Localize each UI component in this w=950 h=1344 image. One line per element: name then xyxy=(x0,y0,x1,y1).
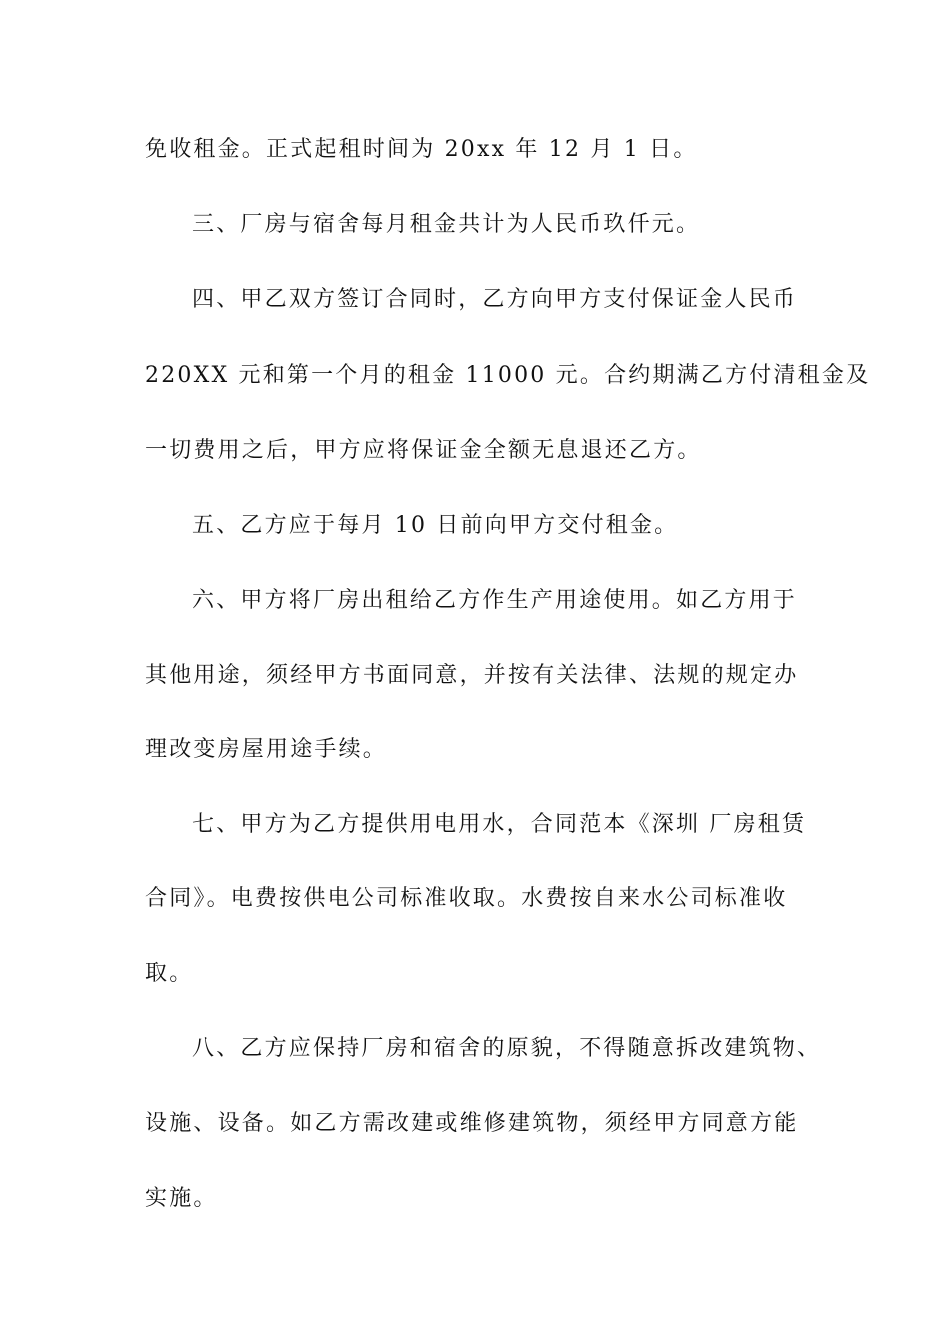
text-line: 实施。 xyxy=(145,1186,218,1211)
text-line: 合同》。电费按供电公司标准收取。水费按自来水公司标准收 xyxy=(145,886,788,911)
clause-5: 五、乙方应于每月 10 日前向甲方交付租金。 xyxy=(192,513,679,538)
text-line: 取。 xyxy=(145,961,194,986)
text-line: 免收租金。正式起租时间为 20xx 年 12 月 1 日。 xyxy=(145,137,698,162)
clause-3: 三、厂房与宿舍每月租金共计为人民币玖仟元。 xyxy=(192,212,701,237)
clause-7: 七、甲方为乙方提供用电用水，合同范本《深圳 厂房租赁 xyxy=(192,812,807,837)
text-line: 其他用途，须经甲方书面同意，并按有关法律、法规的规定办 xyxy=(145,663,799,688)
clause-6: 六、甲方将厂房出租给乙方作生产用途使用。如乙方用于 xyxy=(192,588,798,613)
clause-4: 四、甲乙双方签订合同时，乙方向甲方支付保证金人民币 xyxy=(192,287,798,312)
text-line: 设施、设备。如乙方需改建或维修建筑物，须经甲方同意方能 xyxy=(145,1111,799,1136)
text-line: 一切费用之后，甲方应将保证金全额无息退还乙方。 xyxy=(145,438,702,463)
text-line: 220XX 元和第一个月的租金 11000 元。合约期满乙方付清租金及 xyxy=(145,363,871,388)
text-line: 理改变房屋用途手续。 xyxy=(145,737,388,762)
clause-8: 八、乙方应保持厂房和宿舍的原貌，不得随意拆改建筑物、 xyxy=(192,1036,822,1061)
